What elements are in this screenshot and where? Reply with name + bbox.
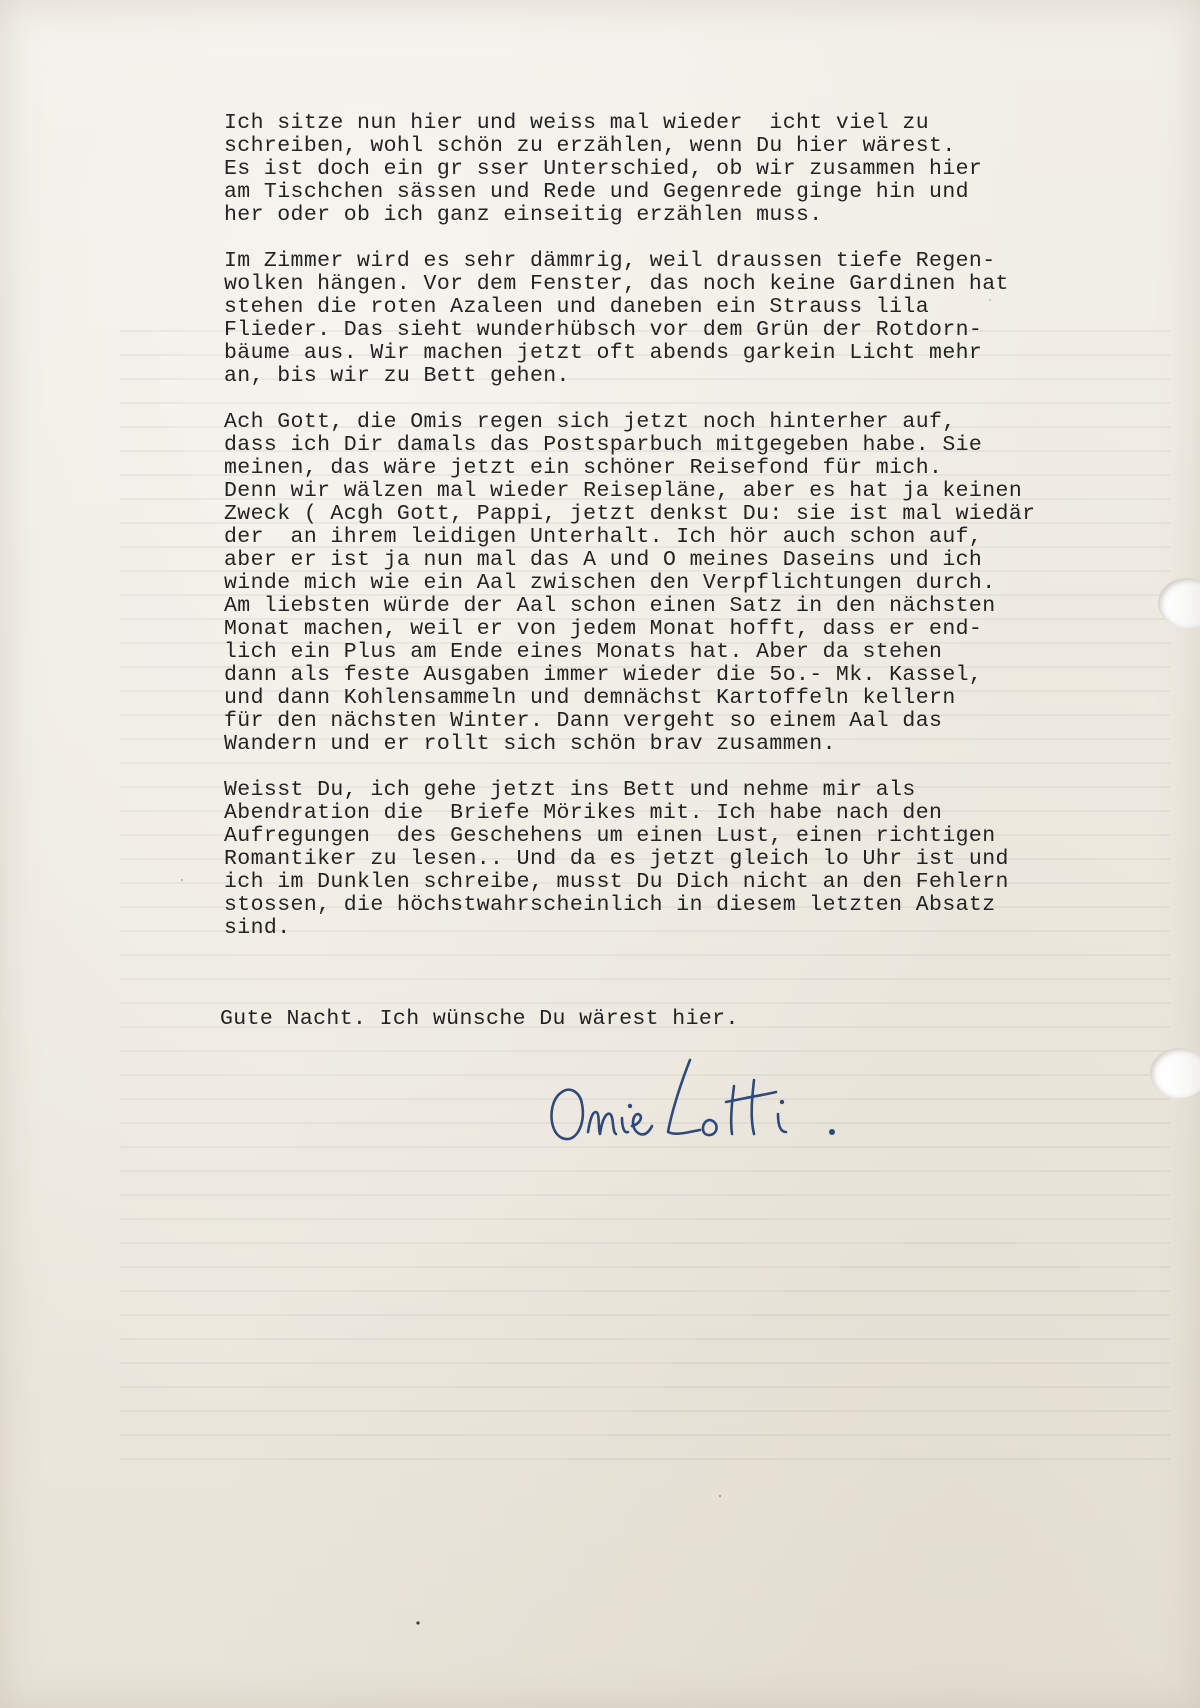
text-line: sind.: [224, 916, 291, 940]
text-line: am Tischchen sässen und Rede und Gegenrede ginge hin und: [224, 180, 969, 204]
text-line: Wandern und er rollt sich schön brav zusammen.: [224, 732, 836, 756]
text-line: Zweck ( Acgh Gott, Pappi, jetzt denkst Du: sie ist mal wiedär: [224, 502, 1036, 526]
text-line: Aufregungen des Geschehens um einen Lust, einen richtigen: [224, 824, 996, 848]
text-line: meinen, das wäre jetzt ein schöner Reisefond für mich.: [224, 456, 943, 480]
text-line: Am liebsten würde der Aal schon einen Satz in den nächsten: [224, 594, 996, 618]
closing-line: Gute Nacht. Ich wünsche Du wärest hier.: [220, 1007, 739, 1031]
text-line: wolken hängen. Vor dem Fenster, das noch keine Gardinen hat: [224, 272, 1009, 296]
text-line: lich ein Plus am Ende eines Monats hat. Aber da stehen: [224, 640, 943, 664]
text-line: stossen, die höchstwahrscheinlich in diesem letzten Absatz: [224, 893, 996, 917]
text-line: dass ich Dir damals das Postsparbuch mitgegeben habe. Sie: [224, 433, 983, 457]
text-line: Flieder. Das sieht wunderhübsch vor dem Grün der Rotdorn-: [224, 318, 983, 342]
text-line: Ach Gott, die Omis regen sich jetzt noch hinterher auf,: [224, 410, 956, 434]
text-line: Im Zimmer wird es sehr dämmrig, weil draussen tiefe Regen-: [224, 249, 996, 273]
text-line: an, bis wir zu Bett gehen.: [224, 364, 570, 388]
text-line: für den nächsten Winter. Dann vergeht so einem Aal das: [224, 709, 943, 733]
text-line: winde mich wie ein Aal zwischen den Verpflichtungen durch.: [224, 571, 996, 595]
handwritten-signature: [540, 1040, 920, 1150]
text-line: dann als feste Ausgaben immer wieder die 5o.- Mk. Kassel,: [224, 663, 983, 687]
text-line: schreiben, wohl schön zu erzählen, wenn Du hier wärest.: [224, 134, 956, 158]
text-line: her oder ob ich ganz einseitig erzählen muss.: [224, 203, 823, 227]
paragraph-2: [224, 250, 1124, 388]
text-line: Denn wir wälzen mal wieder Reisepläne, aber es hat ja keinen: [224, 479, 1023, 503]
text-line: Es ist doch ein gr sser Unterschied, ob wir zusammen hier: [224, 157, 983, 181]
text-line: der an ihrem leidigen Unterhalt. Ich hör auch schon auf,: [224, 525, 983, 549]
text-line: Ich sitze nun hier und weiss mal wieder icht viel zu: [224, 111, 930, 135]
paragraph-1: [224, 112, 1124, 227]
text-line: Romantiker zu lesen.. Und da es jetzt gleich lo Uhr ist und: [224, 847, 1009, 871]
text-line: aber er ist ja nun mal das A und O meines Daseins und ich: [224, 548, 983, 572]
punch-hole-lower: [1150, 1048, 1200, 1098]
paragraph-4: [224, 779, 1124, 940]
letter-body: [224, 112, 1124, 963]
text-line: Monat machen, weil er von jedem Monat hofft, dass er end-: [224, 617, 983, 641]
punch-hole-upper: [1158, 578, 1200, 628]
text-line: Weisst Du, ich gehe jetzt ins Bett und nehme mir als: [224, 778, 916, 802]
text-line: Abendration die Briefe Mörikes mit. Ich habe nach den: [224, 801, 943, 825]
text-line: bäume aus. Wir machen jetzt oft abends garkein Licht mehr: [224, 341, 983, 365]
paragraph-3: [224, 411, 1124, 756]
text-line: und dann Kohlensammeln und demnächst Kartoffeln kellern: [224, 686, 956, 710]
text-line: ich im Dunklen schreibe, musst Du Dich nicht an den Fehlern: [224, 870, 1009, 894]
text-line: stehen die roten Azaleen und daneben ein Strauss lila: [224, 295, 930, 319]
